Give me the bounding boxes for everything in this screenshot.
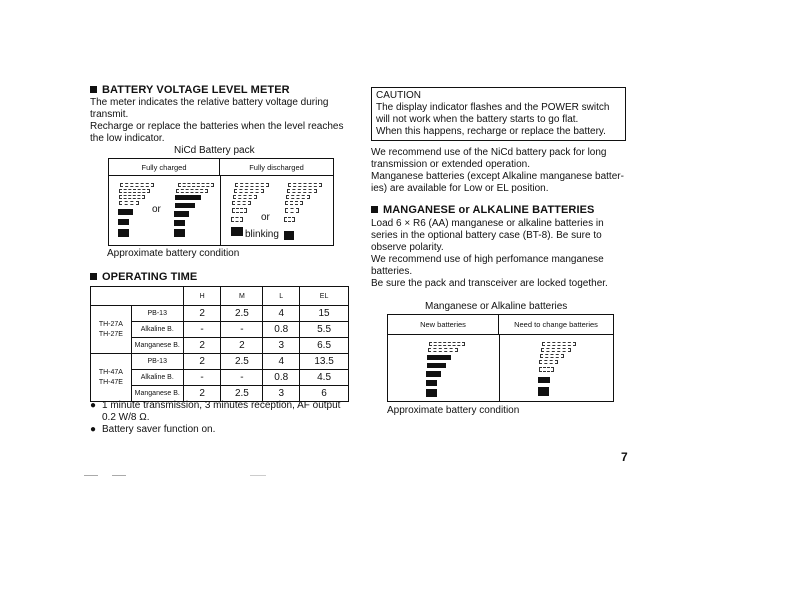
value-cell: 6: [300, 386, 349, 402]
gauge-full-b-icon: [174, 183, 214, 239]
value-cell: 2: [221, 338, 263, 354]
bullet-square-icon: [371, 206, 378, 213]
text-line: Manganese batteries (except Alkaline manganese batter-: [371, 171, 624, 182]
battery-type-cell: Manganese B.: [131, 386, 183, 402]
header-blank: [91, 287, 184, 306]
value-cell: 2: [183, 306, 221, 322]
value-cell: 2.5: [221, 306, 263, 322]
header-cell: M: [221, 287, 263, 306]
operating-time-heading: OPERATING TIME: [90, 271, 197, 283]
header-cell: H: [183, 287, 221, 306]
text-line: series in the optional battery case (BT-8). Be sure to: [371, 230, 602, 241]
gauge-full-a-icon: [118, 183, 154, 239]
battery-type-cell: PB-13: [131, 354, 183, 370]
text-line: Recharge or replace the batteries when the level reaches: [90, 121, 344, 132]
voltage-meter-heading: BATTERY VOLTAGE LEVEL METER: [90, 84, 290, 96]
diagram-divider: [499, 335, 500, 401]
value-cell: 3: [263, 338, 300, 354]
model-name: TH-27E: [98, 330, 123, 338]
value-cell: 2: [183, 386, 221, 402]
model-cell: [91, 354, 132, 402]
battery-type-cell: Alkaline B.: [131, 370, 183, 386]
manganese-diagram-caption: Approximate battery condition: [387, 405, 520, 416]
value-cell: -: [183, 322, 221, 338]
blinking-label: blinking: [245, 229, 279, 240]
text-line: the low indicator.: [90, 133, 165, 144]
bullet-dot-icon: ●: [90, 400, 97, 411]
text-line: observe polarity.: [371, 242, 444, 253]
value-cell: 2: [183, 338, 221, 354]
table-row: [91, 354, 349, 370]
battery-type-cell: PB-13: [131, 306, 183, 322]
header-cell: L: [263, 287, 300, 306]
nicd-recommendation: [371, 147, 633, 195]
text-line: batteries.: [371, 266, 413, 277]
value-cell: -: [221, 322, 263, 338]
model-name: TH-27A: [98, 320, 123, 328]
value-cell: 2.5: [221, 386, 263, 402]
table-row: [91, 306, 349, 322]
text-line: The meter indicates the relative battery voltage during: [90, 97, 329, 108]
col-fully-charged: Fully charged: [109, 159, 220, 176]
battery-type-cell: Alkaline B.: [131, 322, 183, 338]
bullet-dot-icon: ●: [90, 424, 97, 435]
scan-artifact: [84, 475, 98, 476]
note-continuation: 0.2 W/8 Ω.: [102, 412, 150, 423]
operating-time-table: [90, 286, 349, 402]
text-line: ies) are available for Low or EL position.: [371, 183, 549, 194]
bullet-square-icon: [90, 273, 97, 280]
model-name: TH-47E: [98, 378, 123, 386]
value-cell: -: [221, 370, 263, 386]
table-header-row: [91, 287, 349, 306]
bullet-square-icon: [90, 86, 97, 93]
caution-title: CAUTION: [376, 90, 421, 101]
or-label: or: [152, 204, 161, 215]
value-cell: 5.5: [300, 322, 349, 338]
text-line: We recommend use of the NiCd battery pack for long: [371, 147, 607, 158]
note-item: ● 1 minute transmission, 3 minutes reception, AF output: [90, 400, 341, 411]
value-cell: 4: [263, 354, 300, 370]
gauge-new-icon: [426, 342, 466, 398]
value-cell: 13.5: [300, 354, 349, 370]
voltage-meter-body: [90, 97, 355, 145]
scan-artifact: [112, 475, 126, 476]
caution-line: When this happens, recharge or replace the battery.: [376, 126, 606, 137]
value-cell: 3: [263, 386, 300, 402]
manganese-gauge-diagram: [387, 314, 614, 402]
manganese-body: [371, 218, 633, 290]
value-cell: 6.5: [300, 338, 349, 354]
gauge-empty-b-icon: [284, 183, 324, 241]
header-cell: EL: [300, 287, 349, 306]
value-cell: 0.8: [263, 322, 300, 338]
col-new-batteries: New batteries: [388, 315, 499, 335]
gauge-need-change-icon: [538, 342, 578, 398]
nicd-diagram-caption: Approximate battery condition: [107, 248, 240, 259]
manganese-heading: MANGANESE or ALKALINE BATTERIES: [371, 204, 595, 216]
col-fully-discharged: Fully discharged: [220, 159, 333, 176]
caution-line: will not work when the battery starts to go flat.: [376, 114, 579, 125]
nicd-pack-label: NiCd Battery pack: [174, 145, 255, 156]
col-need-change: Need to change batteries: [499, 315, 613, 335]
nicd-gauge-diagram: [108, 158, 334, 246]
value-cell: -: [183, 370, 221, 386]
caution-line: The display indicator flashes and the POWER switch: [376, 102, 610, 113]
text-line: Load 6 × R6 (AA) manganese or alkaline batteries in: [371, 218, 604, 229]
value-cell: 15: [300, 306, 349, 322]
or-label: or: [261, 212, 270, 223]
value-cell: 2.5: [221, 354, 263, 370]
text-line: Be sure the pack and transceiver are locked together.: [371, 278, 608, 289]
caution-box: [371, 87, 626, 141]
value-cell: 2: [183, 354, 221, 370]
value-cell: 4.5: [300, 370, 349, 386]
scan-artifact: [250, 475, 266, 476]
manganese-diagram-title: Manganese or Alkaline batteries: [425, 301, 568, 312]
text-line: transmission or extended operation.: [371, 159, 530, 170]
page-number: 7: [621, 450, 628, 464]
battery-type-cell: Manganese B.: [131, 338, 183, 354]
model-name: TH-47A: [98, 368, 123, 376]
operating-notes: [90, 400, 355, 436]
model-cell: [91, 306, 132, 354]
value-cell: 4: [263, 306, 300, 322]
text-line: We recommend use of high perfomance manganese: [371, 254, 604, 265]
diagram-divider: [220, 176, 221, 245]
value-cell: 0.8: [263, 370, 300, 386]
text-line: transmit.: [90, 109, 129, 120]
note-item: ● Battery saver function on.: [90, 424, 216, 435]
